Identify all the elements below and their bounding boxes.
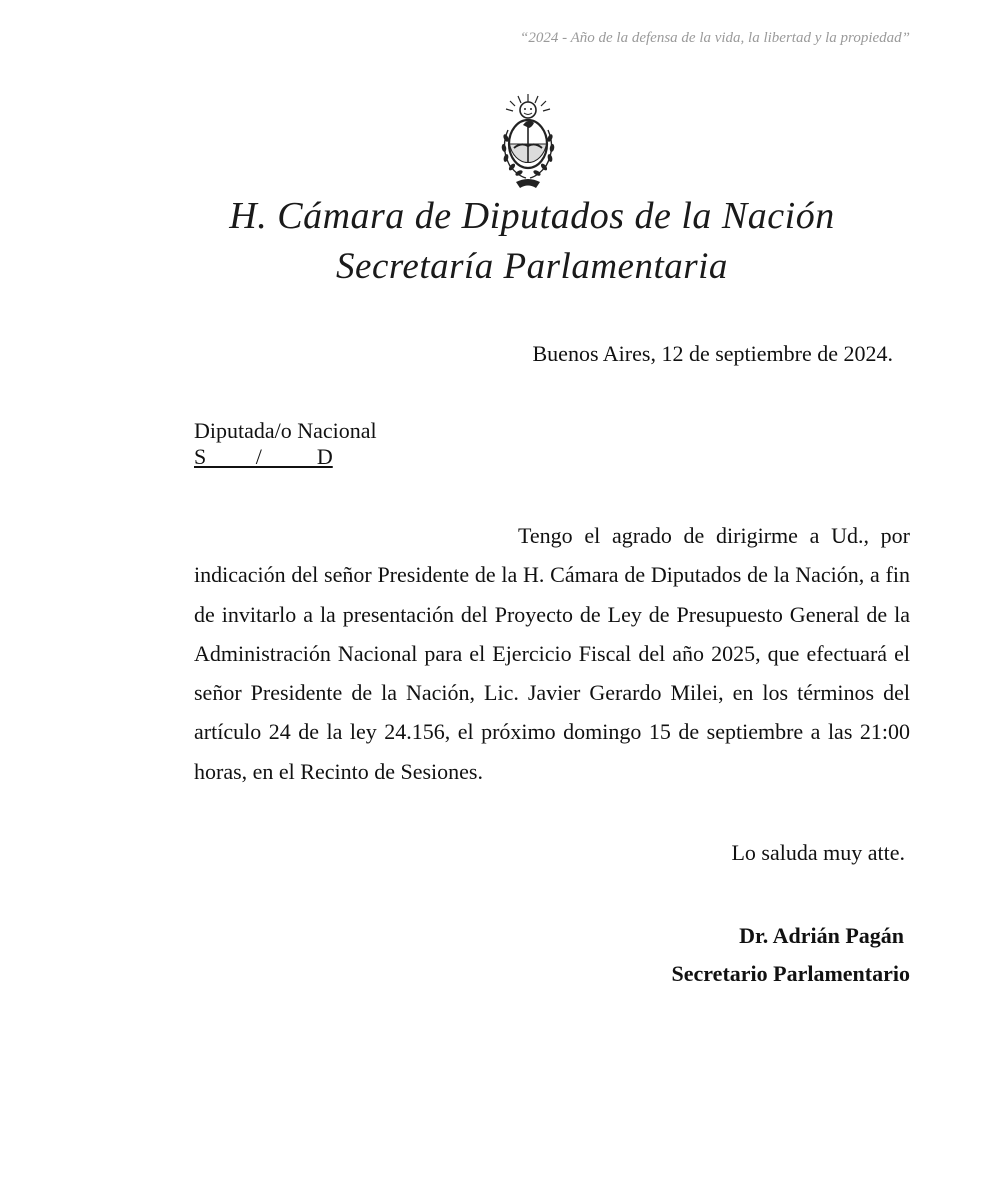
recipient-sd: S / D bbox=[194, 444, 333, 469]
header-motto: “2024 - Año de la defensa de la vida, la libertad y la propiedad” bbox=[520, 30, 910, 46]
recipient-block bbox=[194, 418, 377, 470]
signer-title: Secretario Parlamentario bbox=[671, 961, 910, 986]
signature-block bbox=[672, 917, 910, 993]
letter-date: Buenos Aires, 12 de septiembre de 2024. bbox=[532, 341, 893, 366]
argentina-coat-of-arms-icon bbox=[496, 92, 560, 192]
letter-body: Tengo el agrado de dirigirme a Ud., por indicación del señor Presidente de la H. Cámara de Diputados de la Nación, a fin de invitarlo a la presentación del Proyecto de Ley de Presupuesto General de la Administración Nacional para el Ejercicio Fiscal del año 2025, que efectuará el señor Presidente de la Nación, Lic. Javier Gerardo Milei, en los términos del artículo 24 de la ley 24.156, el próximo domingo 15 de septiembre a las 21:00 horas, en el Recinto de Sesiones. bbox=[194, 523, 910, 784]
institution-name: H. Cámara de Diputados de la Nación bbox=[229, 195, 835, 237]
department-name: Secretaría Parlamentaria bbox=[336, 246, 728, 287]
signer-name: Dr. Adrián Pagán bbox=[739, 923, 904, 948]
letter-closing: Lo saluda muy atte. bbox=[731, 840, 905, 865]
recipient-title: Diputada/o Nacional bbox=[194, 418, 377, 443]
